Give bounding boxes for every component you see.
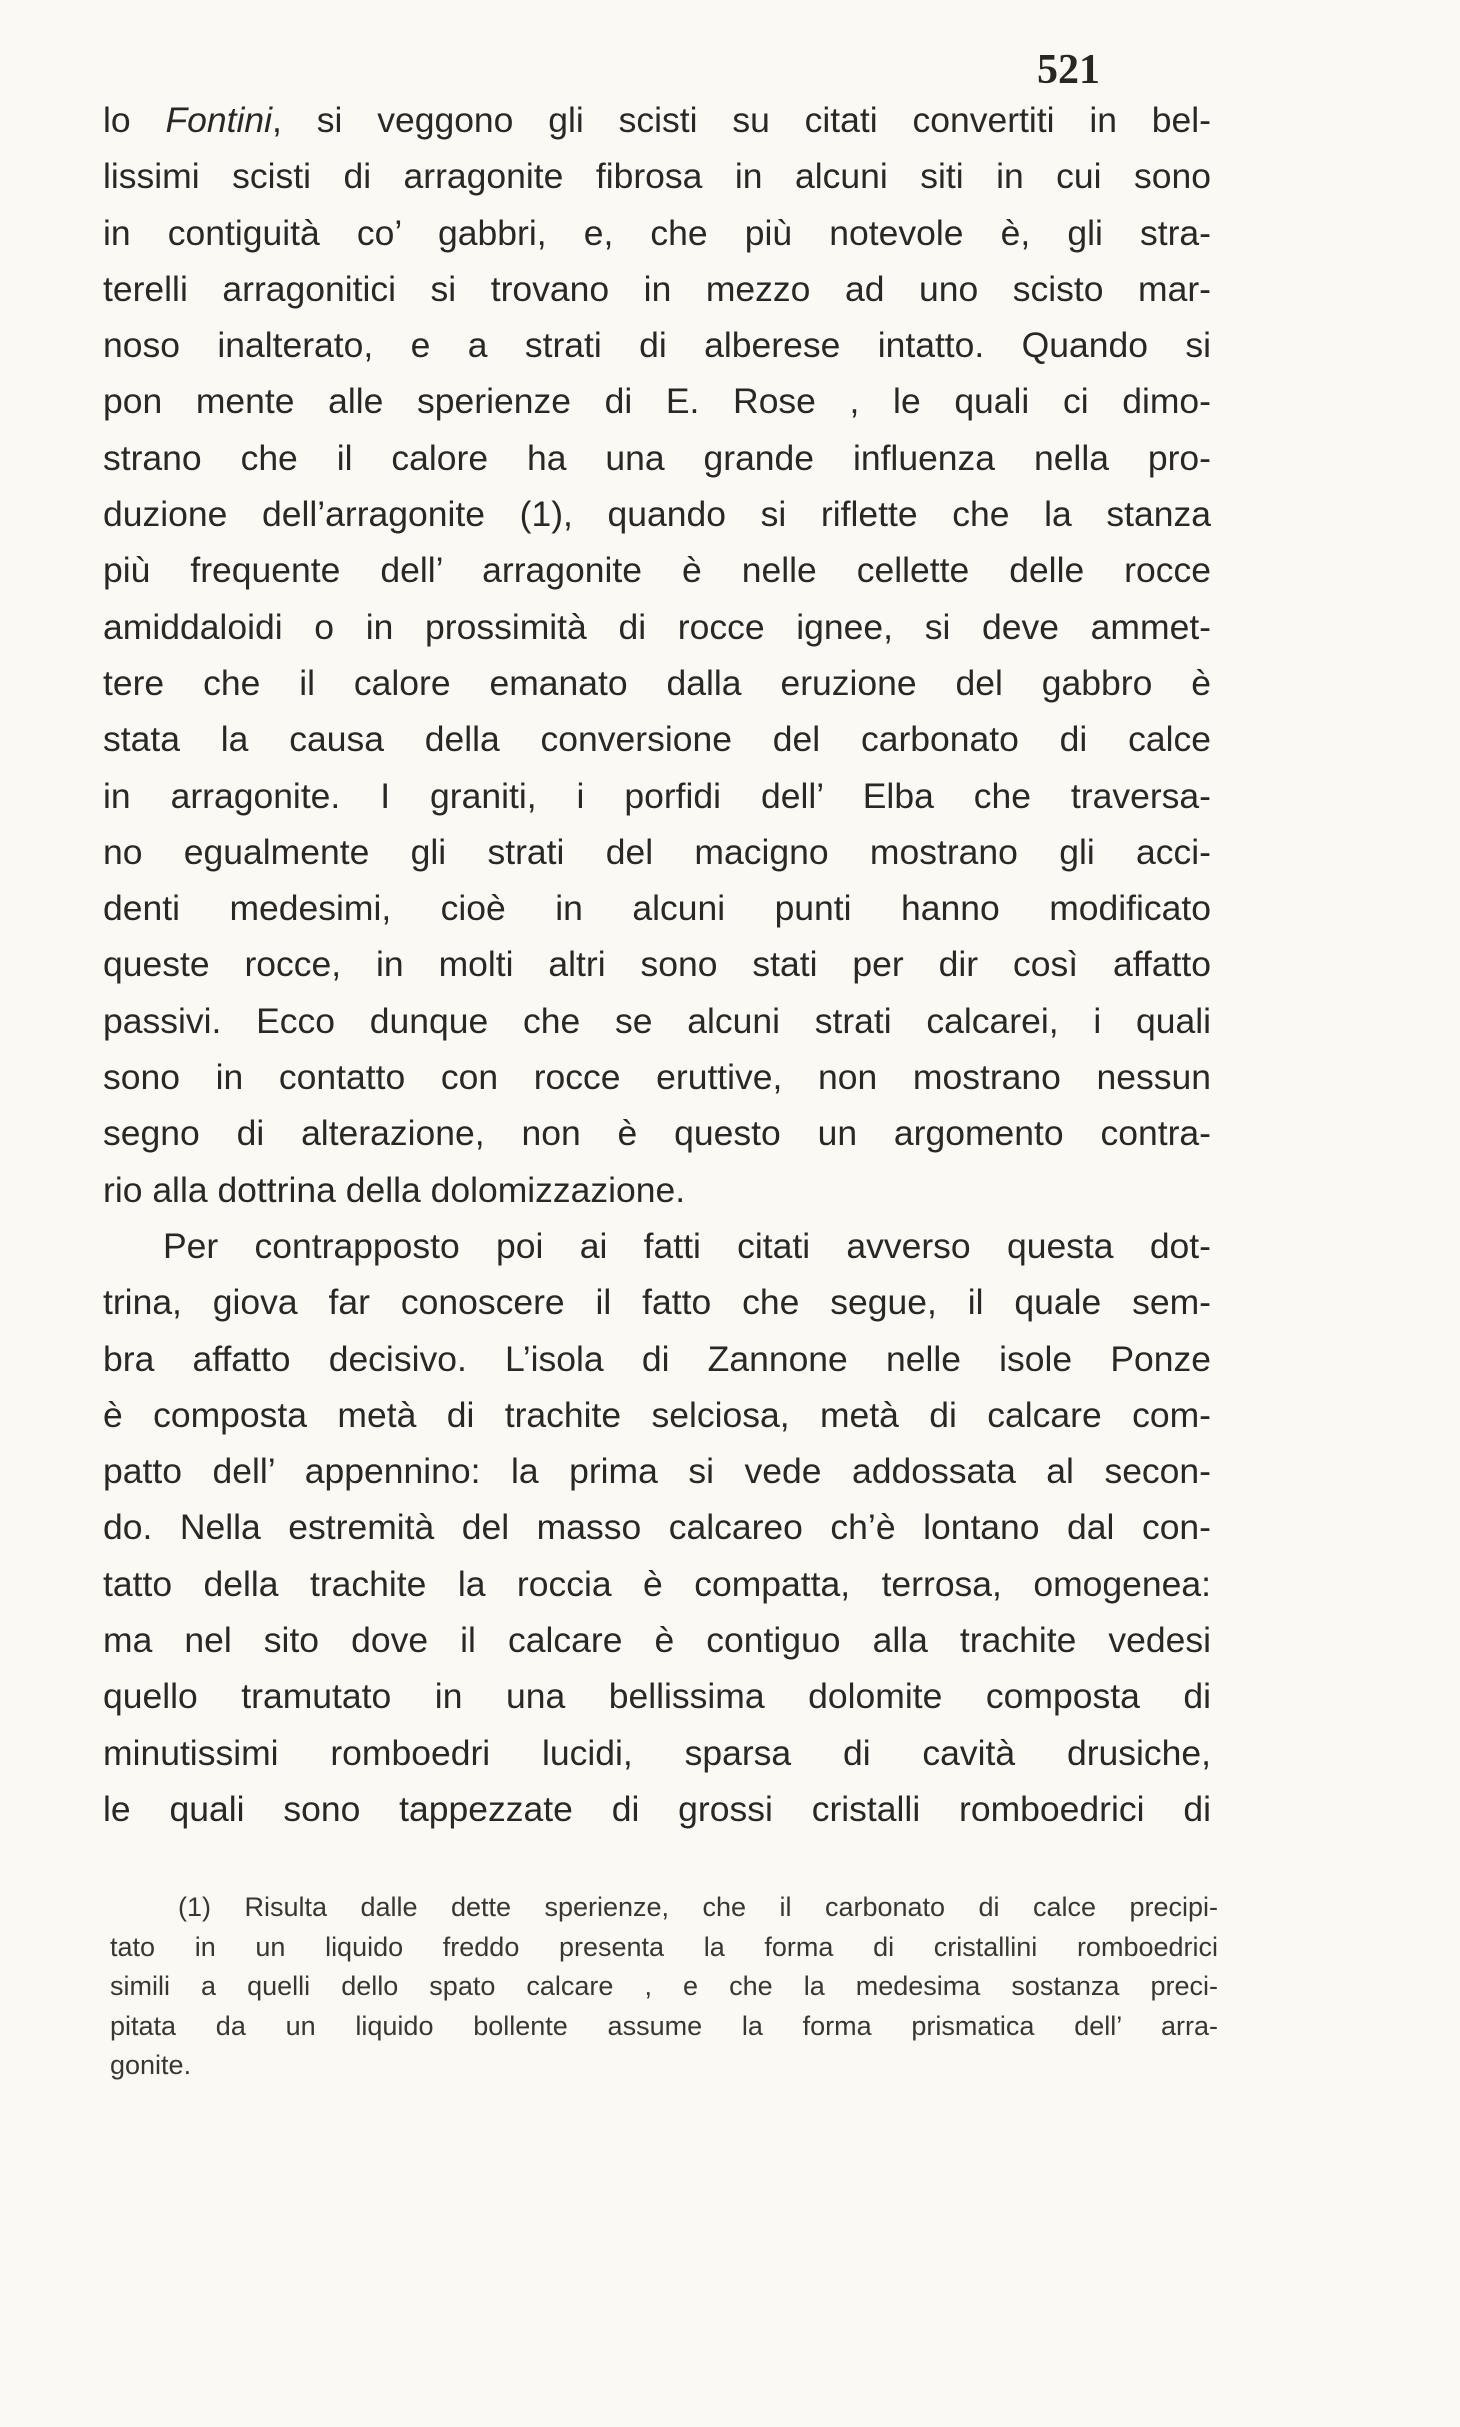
- text-line: ma nel sito dove il calcare è contiguo alla trachite vedesi: [103, 1620, 1211, 1661]
- text-line: segno di alterazione, non è questo un argomento contra-: [103, 1113, 1211, 1154]
- text-line: sono in contatto con rocce eruttive, non mostrano nessun: [103, 1057, 1211, 1098]
- text-line: in contiguità co’ gabbri, e, che più notevole è, gli stra-: [103, 212, 1211, 253]
- line-rest: , si veggono gli scisti su citati convertiti in bel-: [272, 100, 1211, 140]
- paragraph-start-line: Per contrapposto poi ai fatti citati avverso questa dot-: [163, 1225, 1211, 1266]
- footnote-line: pitata da un liquido bollente assume la forma prismatica dell’ arra-: [110, 2010, 1218, 2041]
- text-line: lissimi scisti di arragonite fibrosa in alcuni siti in cui sono: [103, 156, 1211, 197]
- footnote-line: (1) Risulta dalle dette sperienze, che il carbonato di calce precipi-: [178, 1892, 1218, 1922]
- text-line: amiddaloidi o in prossimità di rocce ignee, si deve ammet-: [103, 606, 1211, 647]
- footnote-line: gonite.: [110, 2050, 192, 2080]
- text-line: no egualmente gli strati del macigno mostrano gli acci-: [103, 831, 1211, 872]
- footnote-line: tato in un liquido freddo presenta la forma di cristallini romboedrici: [110, 1931, 1218, 1962]
- text-line: duzione dell’arragonite (1), quando si riflette che la stanza: [103, 494, 1211, 535]
- paragraph-end-line: rio alla dottrina della dolomizzazione.: [103, 1169, 686, 1210]
- text-line: noso inalterato, e a strati di alberese intatto. Quando si: [103, 325, 1211, 366]
- text-line: minutissimi romboedri lucidi, sparsa di cavità drusiche,: [103, 1732, 1211, 1773]
- text-line: trina, giova far conoscere il fatto che segue, il quale sem-: [103, 1282, 1211, 1323]
- italic-word: Fontini: [165, 100, 273, 140]
- text-line: tatto della trachite la roccia è compatta, terrosa, omogenea:: [103, 1563, 1211, 1604]
- text-line: più frequente dell’ arragonite è nelle cellette delle rocce: [103, 550, 1211, 591]
- text-line: [103, 92, 1211, 148]
- text-line: passivi. Ecco dunque che se alcuni strati calcarei, i quali: [103, 1000, 1211, 1041]
- text-line: terelli arragonitici si trovano in mezzo ad uno scisto mar-: [103, 268, 1211, 309]
- text-line: stata la causa della conversione del carbonato di calce: [103, 719, 1211, 760]
- text-line: patto dell’ appennino: la prima si vede addossata al secon-: [103, 1451, 1211, 1492]
- text-line: pon mente alle sperienze di E. Rose , le quali ci dimo-: [103, 381, 1211, 422]
- text-line: bra affatto decisivo. L’isola di Zannone nelle isole Ponze: [103, 1338, 1211, 1379]
- text-line: in arragonite. I graniti, i porfidi dell’ Elba che traversa-: [103, 775, 1211, 816]
- text-line: denti medesimi, cioè in alcuni punti hanno modificato: [103, 888, 1211, 929]
- text-line: è composta metà di trachite selciosa, metà di calcare com-: [103, 1394, 1211, 1435]
- page-number: 521: [1037, 47, 1100, 93]
- body-text: [103, 92, 1211, 1837]
- line-start: lo: [103, 100, 131, 140]
- text-line: le quali sono tappezzate di grossi cristalli romboedrici di: [103, 1788, 1211, 1829]
- text-line: strano che il calore ha una grande influenza nella pro-: [103, 437, 1211, 478]
- text-line: tere che il calore emanato dalla eruzione del gabbro è: [103, 662, 1211, 703]
- text-line: quello tramutato in una bellissima dolomite composta di: [103, 1676, 1211, 1717]
- text-line: do. Nella estremità del masso calcareo ch’è lontano dal con-: [103, 1507, 1211, 1548]
- text-line: queste rocce, in molti altri sono stati per dir così affatto: [103, 944, 1211, 985]
- footnote: [110, 1888, 1218, 2086]
- footnote-line: simili a quelli dello spato calcare , e che la medesima sostanza preci-: [110, 1971, 1218, 2001]
